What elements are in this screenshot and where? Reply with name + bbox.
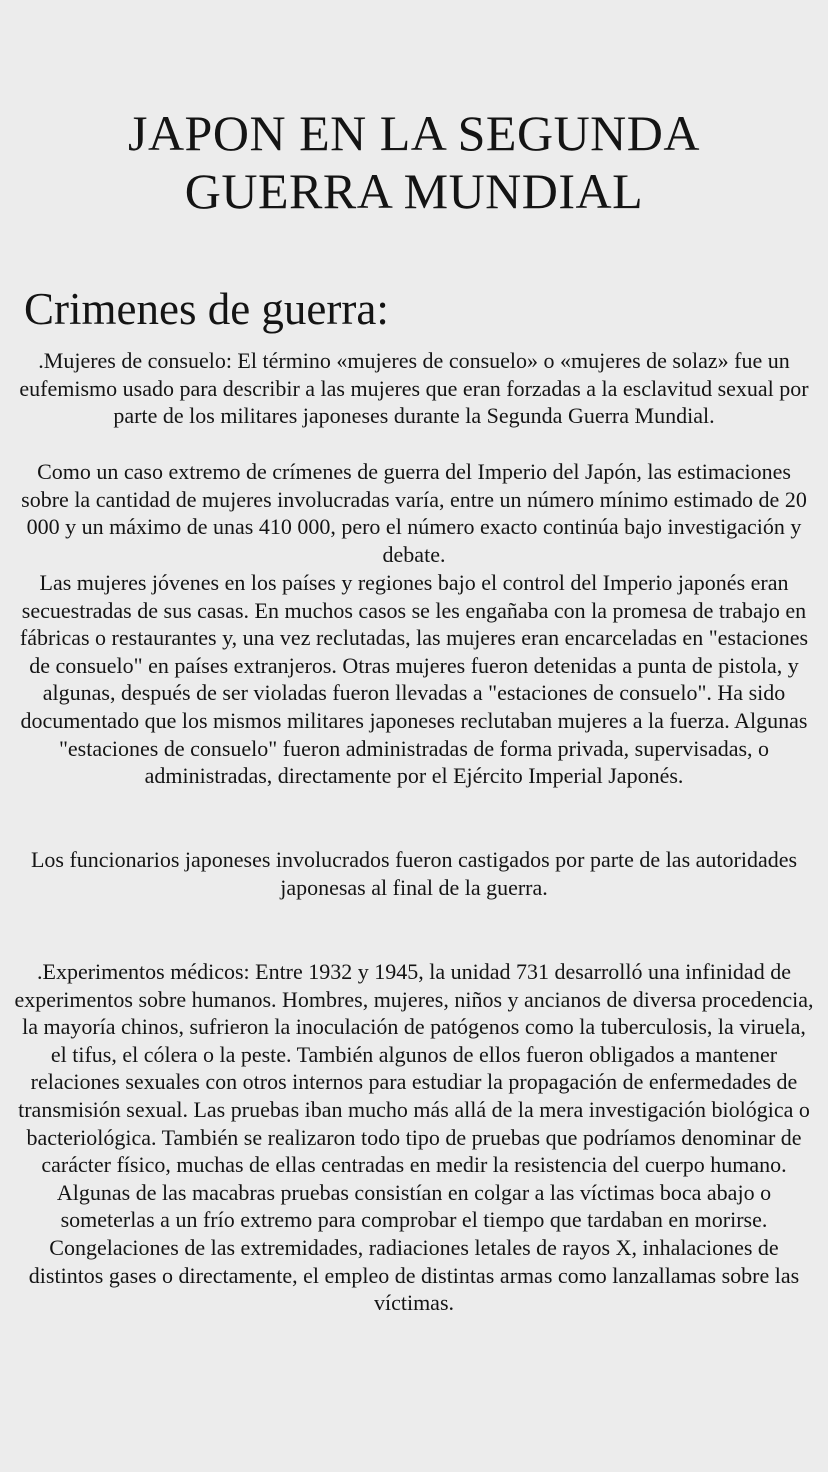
- page-title-line-2: GUERRA MUNDIAL: [184, 163, 644, 219]
- paragraph-comfort-women-punishment: Los funcionarios japoneses involucrados fueron castigados por parte de las autoridades japonesas al final de la guerra.: [30, 847, 798, 900]
- page-title: [0, 104, 828, 220]
- paragraph-comfort-women-intro: .Mujeres de consuelo: El término «mujeres de consuelo» o «mujeres de solaz» fue un eufemismo usado para describir a las mujeres que eran forzadas a la esclavitud sexual por parte de los militares japoneses durante la Segunda Guerra Mundial.: [19, 348, 809, 429]
- section-heading: Crimenes de guerra:: [24, 284, 389, 334]
- page-title-line-1: JAPON EN LA SEGUNDA: [127, 105, 701, 161]
- paragraph-medical-experiments: .Experimentos médicos: Entre 1932 y 1945, la unidad 731 desarrolló una infinidad de experimentos sobre humanos. Hombres, mujeres, niños y ancianos de diversa procedencia, la mayoría chinos, sufrieron la inoculación de patógenos como la tuberculosis, la viruela, el tifus, el cólera o la peste. También algunos de ellos fueron obligados a mantener relaciones sexuales con otros internos para estudiar la propagación de enfermedades de transmisión sexual. Las pruebas iban mucho más allá de la mera investigación biológica o bacteriológica. También se realizaron todo tipo de pruebas que podríamos denominar de carácter físico, muchas de ellas centradas en medir la resistencia del cuerpo humano. Algunas de las macabras pruebas consistían en colgar a las víctimas boca abajo o someterlas a un frío extremo para comprobar el tiempo que tardaban en morirse. Congelaciones de las extremidades, radiaciones letales de rayos X, inhalaciones de distintos gases o directamente, el empleo de distintas armas como lanzallamas sobre las víctimas.: [14, 959, 814, 1316]
- paragraph-comfort-women-estimates: Como un caso extremo de crímenes de guerra del Imperio del Japón, las estimaciones sobre la cantidad de mujeres involucradas varía, entre un número mínimo estimado de 20 000 y un máximo de unas 410 000, pero el número exacto continúa bajo investigación y debate.: [21, 459, 807, 567]
- paragraph-comfort-women-recruitment: Las mujeres jóvenes en los países y regiones bajo el control del Imperio japonés eran secuestradas de sus casas. En muchos casos se les engañaba con la promesa de trabajo en fábricas o restaurantes y, una vez reclutadas, las mujeres eran encarceladas en "estaciones de consuelo" en países extranjeros. Otras mujeres fueron detenidas a punta de pistola, y algunas, después de ser violadas fueron llevadas a "estaciones de consuelo". Ha sido documentado que los mismos militares japoneses reclutaban mujeres a la fuerza. Algunas "estaciones de consuelo" fueron administradas de forma privada, supervisadas, o administradas, directamente por el Ejército Imperial Japonés.: [19, 570, 809, 789]
